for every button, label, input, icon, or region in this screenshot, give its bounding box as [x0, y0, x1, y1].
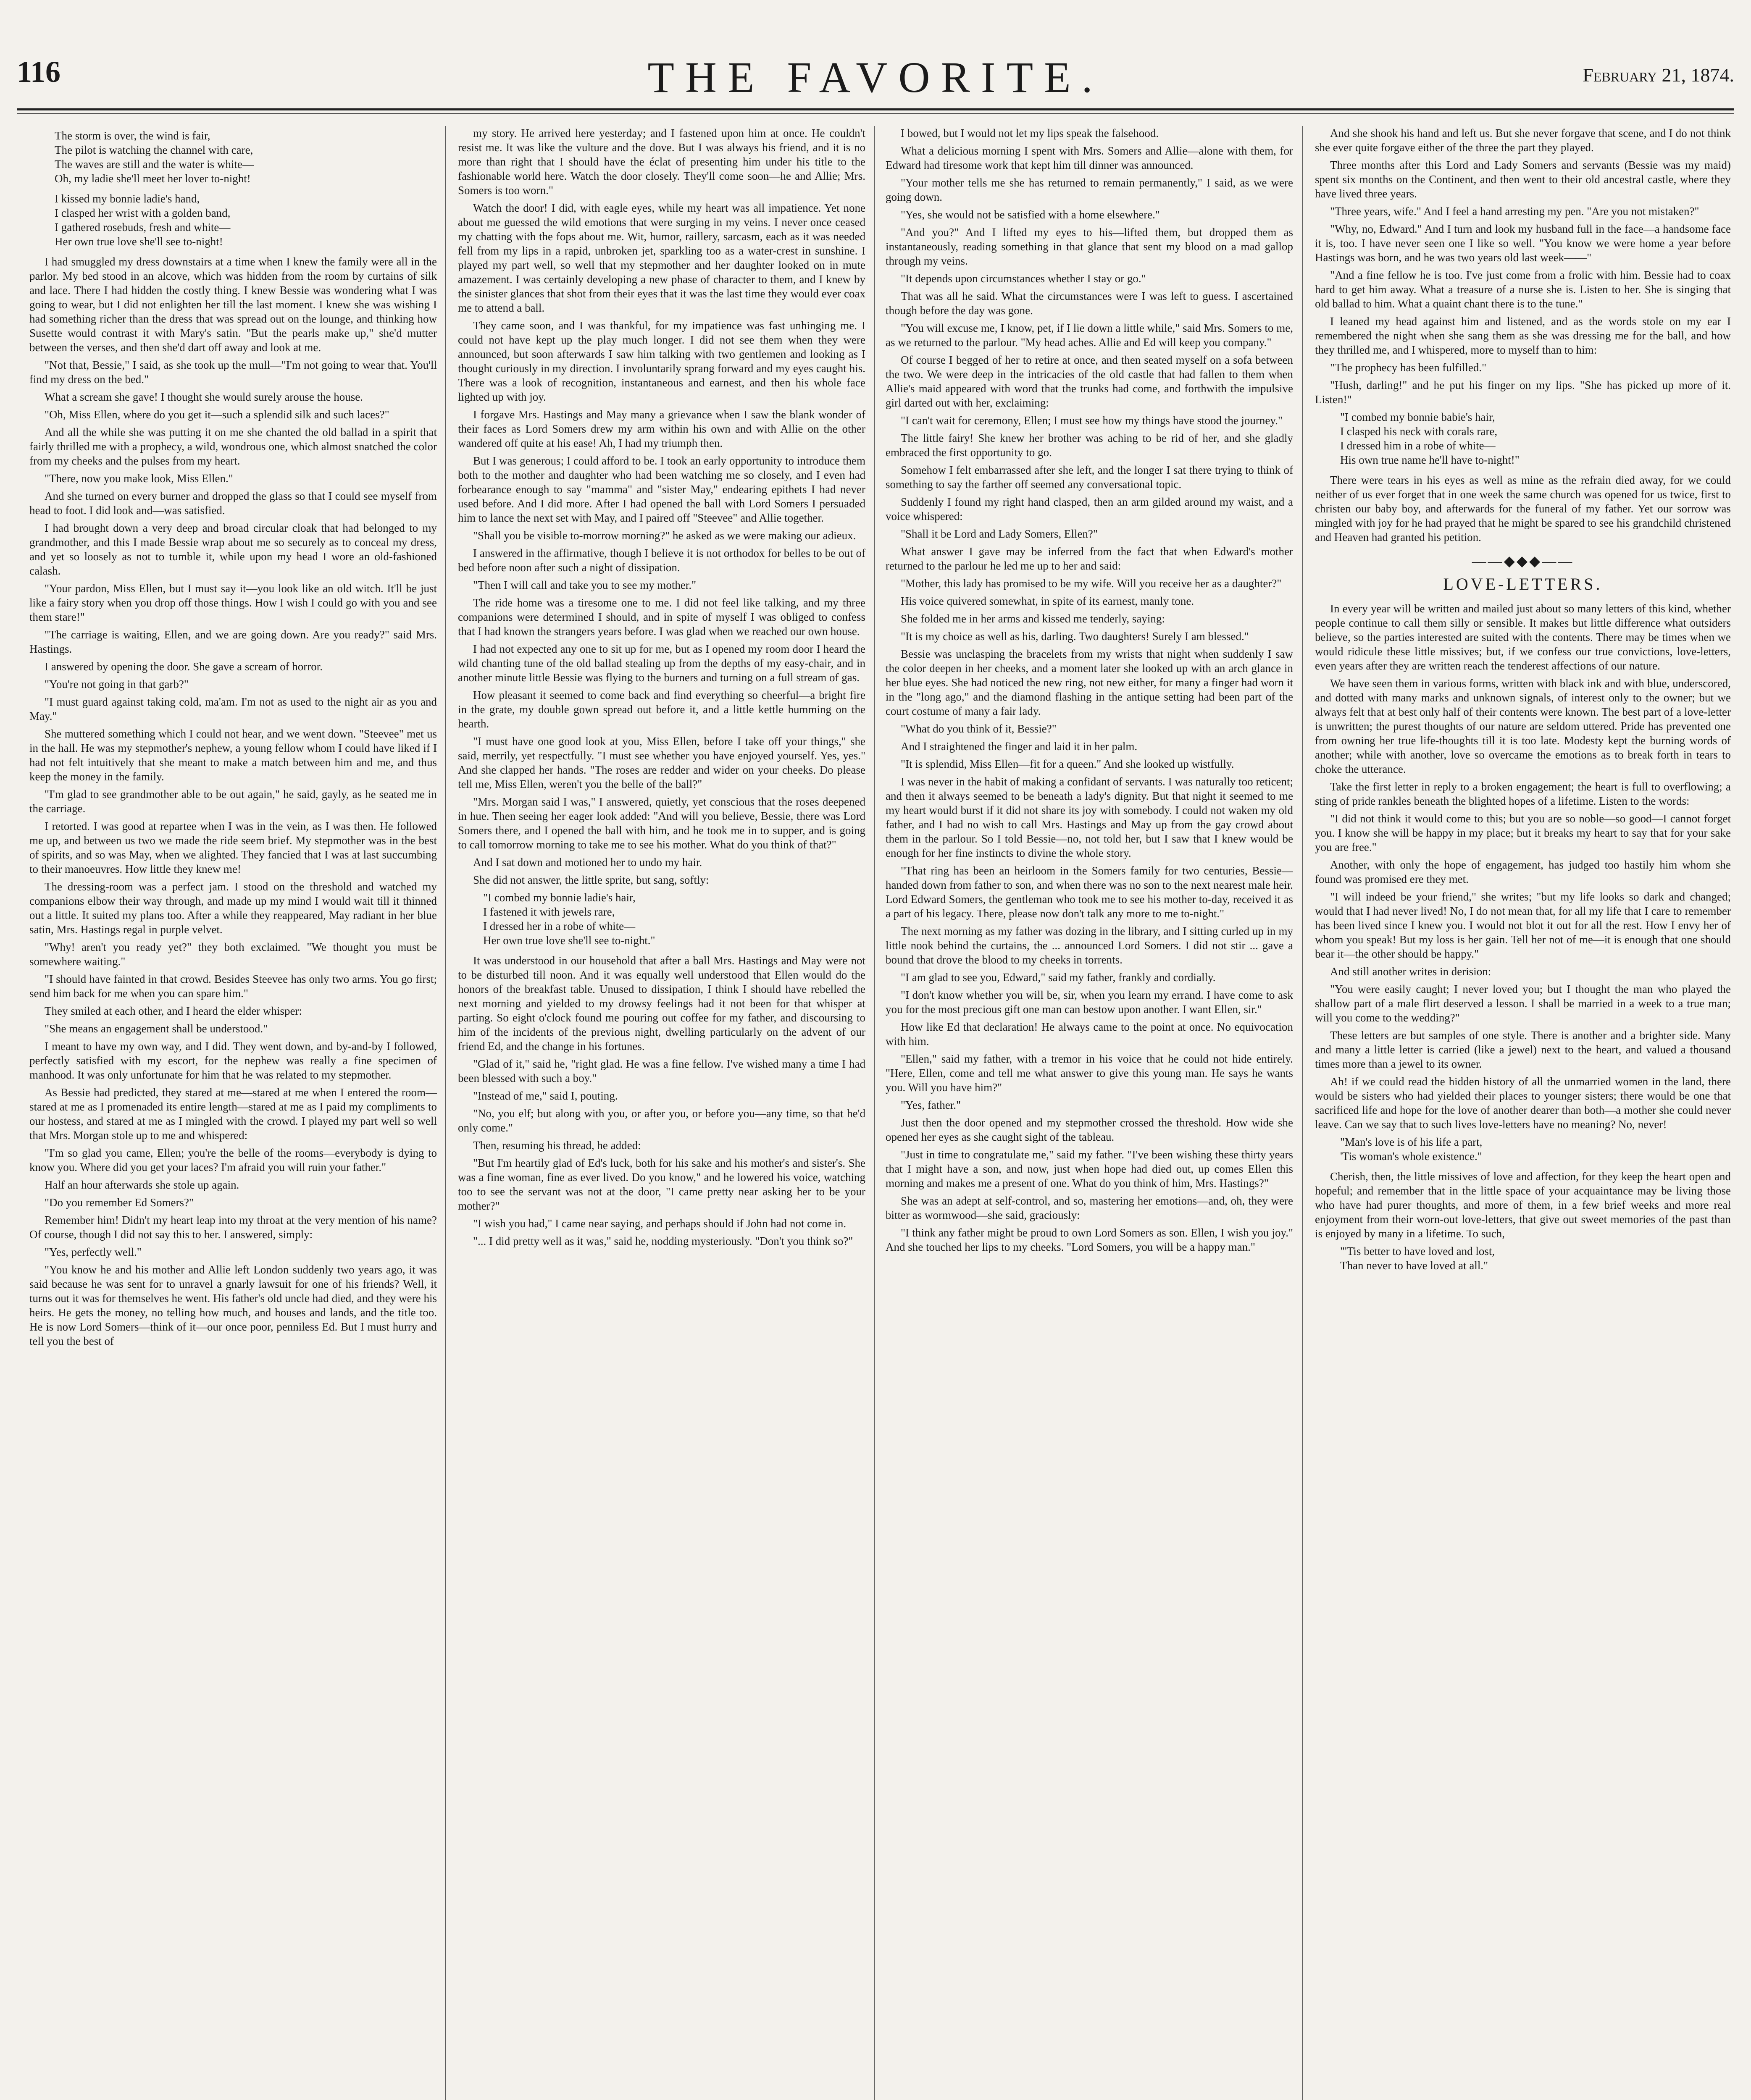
paragraph: How like Ed that declaration! He always came to the point at once. No equivocation with him.	[886, 1021, 1293, 1047]
paragraph: my story. He arrived here yesterday; and I fastened upon him at once. He couldn't resist me. It was like the vulture and the dove. But I was always his friend, and it is no more than right that I should have the éclat of presenting him under his title to the fashionable world here. Watch the door closely. They'll come soon—he and Allie; Mrs. Somers is too worn."	[458, 127, 865, 197]
paragraph: "I can't wait for ceremony, Ellen; I must see how my things have stood the journey."	[901, 414, 1283, 427]
verse-line: I clasped her wrist with a golden band,	[55, 207, 231, 219]
paragraph: She did not answer, the little sprite, but sang, softly:	[473, 874, 709, 886]
paragraph: "You know he and his mother and Allie left London suddenly two years ago, it was said because he was sent for to unravel a gnarly lawsuit for one of his friends? Well, it turns out it was for themselves he went. His father's old uncle had died, and they were his heirs. He gets the money, no telling how much, and houses and lands, and the title too. He is now Lord Somers—think of it—our once poor, penniless Ed. But I must hurry and tell you the best of	[29, 1263, 437, 1347]
paragraph: And I sat down and motioned her to undo my hair.	[473, 856, 702, 869]
header-rule-thin	[17, 113, 1734, 114]
issue-date: February 21, 1874.	[1583, 64, 1734, 86]
paragraph: "Mother, this lady has promised to be my wife. Will you receive her as a daughter?"	[901, 577, 1282, 590]
paragraph: "What do you think of it, Bessie?"	[901, 722, 1057, 735]
paragraph: How pleasant it seemed to come back and find everything so cheerful—a bright fire in the grate, my double gown spread out before it, and a little kettle humming on the hearth.	[458, 689, 865, 730]
paragraph: "Instead of me," said I, pouting.	[473, 1089, 618, 1102]
paragraph: "I did not think it would come to this; but you are so noble—so good—I cannot forget you. I know she will be happy in my place; but it breaks my heart to say that for your sake you are free."	[1315, 812, 1731, 853]
verse-line: I kissed my bonnie ladie's hand,	[55, 192, 200, 205]
story-text	[1315, 473, 1731, 544]
paragraph: "Hush, darling!" and he put his finger on my lips. "She has picked up more of it. Listen!"	[1315, 379, 1731, 406]
paragraph: "I will indeed be your friend," she writes; "but my life looks so dark and changed; would that I had never lived! No, I do not mean that, for all my life that I care to remember has been lived since I knew you. I would not blot it out for all the rest. How I envy her of whom you speak! But my loss is her gain. Tell her not of me—it is enough that one should bear it—the other should be happy."	[1315, 890, 1731, 960]
paragraph: Somehow I felt embarrassed after she left, and the longer I sat there trying to think of something to say the farther off seemed any conversational topic.	[886, 464, 1293, 491]
paragraph: That was all he said. What the circumstances were I was left to guess. I ascertained though before the day was gone.	[886, 290, 1293, 317]
paragraph: "Glad of it," said he, "right glad. He was a fine fellow. I've wished many a time I had been blessed with such a boy."	[458, 1058, 865, 1084]
paragraph: "But I'm heartily glad of Ed's luck, both for his sake and his mother's and sister's. She was a fine woman, fine as ever lived. Do you know," and he lowered his voice, watching too to see the servant was not at the door, "I came pretty near asking her to be your mother?"	[458, 1157, 865, 1212]
paragraph: "That ring has been an heirloom in the Somers family for two centuries, Bessie—handed down from father to son, and when there was no son to the next nearest male heir. Lord Edward Somers, the gentleman who took me to see his mother to-day, received it as a part of his legacy. There, please now don't talk any more to me to-night."	[886, 864, 1293, 920]
paragraph: "Your pardon, Miss Ellen, but I must say it—you look like an old witch. It'll be just like a fairy story when you drop off those things. How I wish I could go with you and see them stare!"	[29, 582, 437, 623]
paragraph: What a scream she gave! I thought she would surely arouse the house.	[45, 391, 363, 403]
paragraph: "She means an engagement shall be understood."	[45, 1022, 268, 1035]
paragraph: And she turned on every burner and dropped the glass so that I could see myself from head to foot. I did look and—was satisfied.	[29, 490, 437, 517]
story-text	[1315, 126, 1731, 407]
paragraph: "Oh, Miss Ellen, where do you get it—such a splendid silk and such laces?"	[45, 408, 389, 421]
paragraph: "You were easily caught; I never loved you; but I thought the man who played the shallow part of a male flirt deserved a lesson. I shall be married in a week to a true man; will you come to the wedding?"	[1315, 983, 1731, 1024]
paragraph: "And a fine fellow he is too. I've just come from a frolic with him. Bessie had to coax hard to get him away. What a treasure of a nurse she is. Listen to her. She is singing that old ballad to him. What a quaint chant there is to the tune."	[1315, 269, 1731, 310]
verse-line: Her own true love she'll see to-night!	[55, 235, 223, 248]
paragraph: "Not that, Bessie," I said, as she took up the mull—"I'm not going to wear that. You'll find my dress on the bed."	[29, 359, 437, 386]
story-text	[458, 953, 865, 1248]
poem-stanza	[1340, 410, 1731, 467]
poem-stanza	[55, 129, 437, 186]
paragraph: "There, now you make look, Miss Ellen."	[45, 472, 233, 485]
paragraph: The dressing-room was a perfect jam. I stood on the threshold and watched my companions elbow their way through, and made up my mind I would wait till it thinned out a little. It suited my plans too. After a while they reappeared, May radiant in her blue satin, Mrs. Hastings regal in purple velvet.	[29, 880, 437, 936]
paragraph: "Shall you be visible to-morrow morning?" he asked as we were making our adieux.	[473, 529, 856, 542]
article-text	[1315, 1169, 1731, 1241]
paragraph: "The prophecy has been fulfilled."	[1330, 361, 1487, 374]
page-title: THE FAVORITE.	[647, 53, 1104, 102]
paragraph: "... I did pretty well as it was," said he, nodding mysteriously. "Don't you think so?"	[473, 1235, 853, 1247]
paragraph: They smiled at each other, and I heard the elder whisper:	[45, 1005, 302, 1017]
paragraph: The next morning as my father was dozing in the library, and I sitting curled up in my little nook behind the curtains, the ... announced Lord Somers. I did not stir ... gave a bound that drove the blood to my cheeks in torrents.	[886, 925, 1293, 966]
verse-line: His own true name he'll have to-night!"	[1340, 454, 1520, 466]
column-2	[458, 126, 865, 2100]
paragraph: "Why! aren't you ready yet?" they both exclaimed. "We thought you must be somewhere waiting."	[29, 941, 437, 968]
paragraph: And I straightened the finger and laid it in her palm.	[901, 740, 1138, 753]
paragraph: Half an hour afterwards she stole up again.	[45, 1179, 239, 1191]
quotation-verse	[1340, 1244, 1731, 1273]
paragraph: They came soon, and I was thankful, for my impatience was fast unhinging me. I could not have kept up the play much longer. I did not see them when they were announced, but soon afterwards I saw him talking with two gentlemen and looking as I thought curiously in my direction. I involuntarily sprang forward and my eyes caught his. There was a look of recognition, instantaneous and earnest, and then his whole face lighted up with joy.	[458, 319, 865, 403]
paragraph: "I think any father might be proud to own Lord Somers as son. Ellen, I wish you joy." And she touched her lips to my cheeks. "Lord Somers, you will be a happy man."	[886, 1226, 1293, 1253]
verse-line: I clasped his neck with corals rare,	[1340, 425, 1498, 438]
paragraph: I had smuggled my dress downstairs at a time when I knew the family were all in the parlor. My bed stood in an alcove, which was hidden from the room by curtains of silk and lace. There I had hidden the costly thing. I knew Bessie was wondering what I was going to wear, but I did not enlighten her till the last moment. I knew she was wishing I had something richer than the dress that was spread out on the lounge, and thinking how Susette would contrast it with Mary's satin. "But the pearls make up," she'd mutter between the verses, and then she'd dart off away and look at me.	[29, 255, 437, 354]
paragraph: "I am glad to see you, Edward," said my father, frankly and cordially.	[901, 971, 1216, 984]
paragraph: "It depends upon circumstances whether I stay or go."	[901, 272, 1146, 285]
verse-line: I fastened it with jewels rare,	[483, 906, 615, 918]
paragraph: What a delicious morning I spent with Mrs. Somers and Allie—alone with them, for Edward had tiresome work that kept him till dinner was announced.	[886, 144, 1293, 171]
paragraph: "It is my choice as well as his, darling. Two daughters! Surely I am blessed."	[901, 630, 1249, 643]
paragraph: Three months after this Lord and Lady Somers and servants (Bessie was my maid) spent six months on the Continent, and then went to their old ancestral castle, where they have lived three years.	[1315, 159, 1731, 200]
quotation-verse	[1340, 1135, 1731, 1163]
verse-line: The waves are still and the water is white—	[55, 158, 254, 171]
paragraph: Watch the door! I did, with eagle eyes, while my heart was all impatience. Yet none about me guessed the wild emotions that were surging in my veins. I never once ceased my chatting with the fops about me. Wit, humor, raillery, sarcasm, each as it was needed fell from my lips in a rapid, unbroken jet, sparkling too as a water-crest in sunshine. I played my part well, so well that my stepmother and her daughter looked on in mute amazement. I was certainly developing a new phase of character to them, and I knew by the sinister glances that shot from their eyes that it was the last time they would ever coax me to attend a ball.	[458, 202, 865, 314]
paragraph: She was an adept at self-control, and so, mastering her emotions—and, oh, they were bitter as wormwood—she said, graciously:	[886, 1194, 1293, 1221]
paragraph: She folded me in her arms and kissed me tenderly, saying:	[901, 612, 1165, 625]
paragraph: "Shall it be Lord and Lady Somers, Ellen?"	[901, 528, 1098, 540]
paragraph: I was never in the habit of making a confidant of servants. I was naturally too reticent; and then it always seemed to be beneath a lady's dignity. But that night it seemed to me my heart would burst if it did not share its joy with somebody. I could not waken my old father, and I had no wish to call Mrs. Hastings and May up from the gay crowd about them in the parlour. So I told Bessie—no, not told her, but I saw that I knew would be enough for her fine instincts to divine the whole story.	[886, 775, 1293, 859]
paragraph: "I must have one good look at you, Miss Ellen, before I take off your things," she said, merrily, yet respectfully. "I must see whether you have enjoyed yourself. Yes, yes." And she clapped her hands. "The roses are redder and wider on your cheeks. Do please tell me, Miss Ellen, weren't you the belle of the ball?"	[458, 735, 865, 790]
paragraph: "And you?" And I lifted my eyes to his—lifted them, but dropped them as instantaneously, reading something in that glance that sent my blood on a mad gallop through my veins.	[886, 226, 1293, 267]
paragraph: I had brought down a very deep and broad circular cloak that had belonged to my grandmother, and this I made Bessie wrap about me so securely as to conceal my dress, and yet so loosely as not to tumble it, while upon my head I wore an old-fashioned calash.	[29, 522, 437, 577]
paragraph: I retorted. I was good at repartee when I was in the vein, as I was then. He followed me up, and between us two we made the ride seem brief. My stepmother was in the best of spirits, and so was May, when we alighted. They fancied that I was at last succumbing to their manoeuvres. How little they knew me!	[29, 820, 437, 875]
column-divider	[874, 126, 875, 2100]
paragraph: Take the first letter in reply to a broken engagement; the heart is full to overflowing; a sting of pride rankles beneath the blighted hopes of a lifetime. Listen to the words:	[1315, 780, 1731, 807]
paragraph: I forgave Mrs. Hastings and May many a grievance when I saw the blank wonder of their faces as Lord Somers drew my arm within his own and with Allie on the other wandered off quite at his ease! Ah, I had my triumph then.	[458, 408, 865, 449]
paragraph: "I'm glad to see grandmother able to be out again," he said, gayly, as he seated me in the carriage.	[29, 788, 437, 815]
paragraph: These letters are but samples of one style. There is another and a brighter side. Many and many a little letter is carried (like a jewel) next to the heart, and valued a thousand times more than a jewel to its owner.	[1315, 1029, 1731, 1070]
paragraph: The little fairy! She knew her brother was aching to be rid of her, and she gladly embraced the first opportunity to go.	[886, 432, 1293, 459]
column-4	[1315, 126, 1731, 2100]
paragraph: "Do you remember Ed Somers?"	[45, 1196, 194, 1209]
paragraph: "Yes, father."	[901, 1099, 961, 1111]
paragraph: Bessie was unclasping the bracelets from my wrists that night when suddenly I saw the color deepen in her cheeks, and a moment later she looked up with an arch glance in her blue eyes. She had noticed the new ring, not new either, for many a finger had worn it in the "long ago," and the diamond flashing in the antique setting had been part of the court costume of many a fair lady.	[886, 648, 1293, 717]
verse-line: "I combed my bonnie ladie's hair,	[483, 891, 636, 904]
column-1	[29, 126, 437, 2100]
paragraph: I answered in the affirmative, though I believe it is not orthodox for belles to be out of bed before noon after such a night of dissipation.	[458, 547, 865, 574]
paragraph: "Then I will call and take you to see my mother."	[473, 579, 697, 591]
paragraph: I bowed, but I would not let my lips speak the falsehood.	[901, 127, 1159, 139]
story-text	[886, 126, 1293, 1254]
paragraph: "Yes, perfectly well."	[45, 1246, 142, 1258]
paragraph: "You will excuse me, I know, pet, if I lie down a little while," said Mrs. Somers to me, as we returned to the parlour. "My head aches. Allie and Ed will keep you company."	[886, 322, 1293, 349]
paragraph: "The carriage is waiting, Ellen, and we are going down. Are you ready?" said Mrs. Hastings.	[29, 628, 437, 655]
paragraph: There were tears in his eyes as well as mine as the refrain died away, for we could neither of us ever forget that in one week the same church was opened for us twice, first to christen our baby boy, and afterwards for the funeral of my father. Yet our sorrow was mingled with joy for he had prayed that he might be spared to see his grandchild christened and Heaven had granted his petition.	[1315, 474, 1731, 543]
verse-line: I dressed him in a robe of white—	[1340, 439, 1496, 452]
paragraph: Suddenly I found my right hand clasped, then an arm gilded around my waist, and a voice whispered:	[886, 496, 1293, 522]
verse-line: I dressed her in a robe of white—	[483, 920, 636, 932]
section-heading: LOVE-LETTERS.	[1443, 575, 1603, 593]
paragraph: "Three years, wife." And I feel a hand arresting my pen. "Are you not mistaken?"	[1330, 205, 1699, 218]
paragraph: Just then the door opened and my stepmother crossed the threshold. How wide she opened her eyes as she caught sight of the tableau.	[886, 1116, 1293, 1143]
paragraph: Cherish, then, the little missives of love and affection, for they keep the heart open and hopeful; and remember that in the little space of your acquaintance may be living those who have had purer thoughts, and more of them, in a few brief weeks and more real enjoyment from their worn-out love-letters, that give out sweet memories of the past than is enjoyed by many in a lifetime. To such,	[1315, 1170, 1731, 1240]
page-number: 116	[17, 55, 61, 89]
paragraph: "I wish you had," I came near saying, and perhaps should if John had not come in.	[473, 1217, 847, 1230]
paragraph: Another, with only the hope of engagement, has judged too hastily him whom she found was promised ere they met.	[1315, 858, 1731, 885]
paragraph: As Bessie had predicted, they stared at me—stared at me when I entered the room—stared at me as I promenaded its entire length—stared at me as I paid my compliments to our hostess, and stared at me as I mingled with the crowd. I played my part well so well that Mrs. Morgan stole up to me and whispered:	[29, 1086, 437, 1142]
paragraph: What answer I gave may be inferred from the fact that when Edward's mother returned to the parlour he led me up to her and said:	[886, 545, 1293, 572]
verse-line: 'Tis woman's whole existence."	[1340, 1150, 1482, 1163]
column-divider	[1302, 126, 1303, 2100]
paragraph: In every year will be written and mailed just about so many letters of this kind, whether people continue to call them silly or sensible. It makes but little difference what outsiders believe, so the parties interested are suited with the contents. There may be times when we would ridicule these little missives; but, if we confess our true convictions, love-letters, even years after they are written reach the tenderest affections of our nature.	[1315, 602, 1731, 672]
paragraph: And she shook his hand and left us. But she never forgave that scene, and I do not think she ever quite forgave either of the three the part they played.	[1315, 127, 1731, 154]
column-3	[886, 126, 1293, 2100]
paragraph: "Ellen," said my father, with a tremor in his voice that he could not hide entirely. "Here, Ellen, come and tell me what answer to give this young man. He says he wants you. Will you have him?"	[886, 1053, 1293, 1094]
story-text	[458, 126, 865, 887]
verse-line: The pilot is watching the channel with care,	[55, 144, 253, 156]
paragraph: "Just in time to congratulate me," said my father. "I've been wishing these thirty years that I might have a son, and now, just when hope had died out, up comes Ellen this morning and makes me a present of one. What do you think of him, Mrs. Hastings?"	[886, 1148, 1293, 1189]
article-text	[1315, 601, 1731, 1131]
paragraph: Then, resuming his thread, he added:	[473, 1139, 641, 1152]
story-text	[29, 255, 437, 1348]
paragraph: And still another writes in derision:	[1330, 965, 1491, 978]
paragraph: "It is splendid, Miss Ellen—fit for a queen." And she looked up wistfully.	[901, 758, 1234, 770]
paragraph: "No, you elf; but along with you, or after you, or before you—any time, so that he'd only come."	[458, 1107, 865, 1134]
paragraph: "I'm so glad you came, Ellen; you're the belle of the rooms—everybody is dying to know you. Where did you get your laces? I'm afraid you will ruin your father."	[29, 1147, 437, 1173]
paragraph: Of course I begged of her to retire at once, and then seated myself on a sofa between the two. We were deep in the intricacies of the old castle that had fallen to them when Allie's maid appeared with word that the trunks had come, and forthwith the impulsive girl darted out with her, exclaiming:	[886, 354, 1293, 409]
paragraph: I answered by opening the door. She gave a scream of horror.	[45, 660, 323, 673]
paragraph: "Your mother tells me she has returned to remain permanently," I said, as we were going down.	[886, 176, 1293, 203]
paragraph: I leaned my head against him and listened, and as the words stole on my ear I remembered the night when she sang them as she was dressing me for the ball, and how they thrilled me, and I whispered, more to myself than to him:	[1315, 315, 1731, 356]
paragraph: "Yes, she would not be satisfied with a home elsewhere."	[901, 208, 1160, 221]
paragraph: "I should have fainted in that crowd. Besides Steevee has only two arms. You go first; send him back for me when you can spare him."	[29, 973, 437, 1000]
verse-line: The storm is over, the wind is fair,	[55, 129, 210, 142]
paragraph: "You're not going in that garb?"	[45, 678, 189, 690]
paragraph: "I must guard against taking cold, ma'am. I'm not as used to the night air as you and May."	[29, 696, 437, 722]
paragraph: "Why, no, Edward." And I turn and look my husband full in the face—a handsome face it is, too. I have never seen one I like so well. "You know we were home a year before Hastings was born, and he was two years old last week——"	[1315, 223, 1731, 264]
paragraph: And all the while she was putting it on me she chanted the old ballad in a spirit that fairly thrilled me with a prophecy, a wild, wondrous one, which almost snatched the color from my cheeks and the pulses from my heart.	[29, 426, 437, 467]
paragraph: "I don't know whether you will be, sir, when you learn my errand. I have come to ask you for the most precious gift one man can bestow upon another. I want Ellen, sir."	[886, 989, 1293, 1016]
header-rule	[17, 108, 1734, 110]
verse-line: Oh, my ladie she'll meet her lover to-night!	[55, 172, 251, 185]
paragraph: Remember him! Didn't my heart leap into my throat at the very mention of his name? Of course, though I did not say this to her. I answered, simply:	[29, 1214, 437, 1241]
verse-line: Her own true love she'll see to-night."	[483, 934, 655, 947]
poem-stanza	[483, 890, 865, 948]
paragraph: I had not expected any one to sit up for me, but as I opened my room door I heard the wild chanting tune of the old ballad stealing up from the depths of my easy-chair, and in another minute little Bessie was flying to the burners and turning on a full stream of gas.	[458, 643, 865, 684]
section-divider-ornament: ——◆◆◆——	[1472, 554, 1574, 569]
verse-line: I gathered rosebuds, fresh and white—	[55, 221, 231, 234]
paragraph: She muttered something which I could not hear, and we went down. "Steevee" met us in the hall. He was my stepmother's nephew, a young fellow whom I could have liked if I had not felt intuitively that she meant to make a match between him and me, and thus keep the money in the family.	[29, 727, 437, 783]
poem-stanza	[55, 192, 437, 249]
paragraph: His voice quivered somewhat, in spite of its earnest, manly tone.	[901, 595, 1194, 607]
verse-line: "I combed my bonnie babie's hair,	[1340, 411, 1495, 423]
paragraph: Ah! if we could read the hidden history of all the unmarried women in the land, there would be sisters who had yielded their places to younger sisters; there would be one that sacrificed life and hope for the love of another dearer than both—a mother she could never leave. Can we say that to such lives love-letters have no meaning? No, never!	[1315, 1075, 1731, 1131]
verse-line: Than never to have loved at all."	[1340, 1259, 1488, 1272]
paragraph: "Mrs. Morgan said I was," I answered, quietly, yet conscious that the roses deepened in hue. Then seeing her eager look added: "And will you believe, Bessie, there was Lord Somers there, and I opened the ball with him, and he took me in to supper, and is going to call tomorrow morning to take me to see his mother. What do you think of that?"	[458, 795, 865, 851]
verse-line: "'Tis better to have loved and lost,	[1340, 1245, 1495, 1257]
paragraph: I meant to have my own way, and I did. They went down, and by-and-by I followed, perfectly satisfied with my escort, for the nephew was really a fine specimen of manhood. It was only unfortunate for him that he was related to my stepmother.	[29, 1040, 437, 1081]
paragraph: We have seen them in various forms, written with black ink and with blue, underscored, and dotted with many marks and unknown signals, of interest only to the owner; but we always felt that at best only half of their contents were known. The best part of a love-letter is unwritten; the purest thoughts of our nature are seldom uttered. Pride has prevented one from owning her true life-thoughts till it is too late. Modesty kept the burning words of another; while with another, love so overcame the emotions as to break forth in tears to choke the utterance.	[1315, 677, 1731, 775]
column-divider	[445, 126, 446, 2100]
masthead	[17, 50, 1734, 118]
paragraph: It was understood in our household that after a ball Mrs. Hastings and May were not to be disturbed till noon. And it was equally well understood that Ellen would do the honors of the breakfast table. Unused to dissipation, I think I should have rebelled the next morning and yielded to my drowsy feelings had it not been for that whisper at parting. So eight o'clock found me pouring out coffee for my father, and discoursing to him of the incidents of the previous night, dwelling particularly on the advent of our friend Ed, and the change in his fortunes.	[458, 954, 865, 1053]
paragraph: The ride home was a tiresome one to me. I did not feel like talking, and my three companions were determined I should, and in spite of myself I was obliged to confess that I had known the strangers years before. I was glad when we reached our own house.	[458, 596, 865, 638]
verse-line: "Man's love is of his life a part,	[1340, 1136, 1483, 1148]
paragraph: But I was generous; I could afford to be. I took an early opportunity to introduce them both to the mother and daughter who had been watching me so closely, and I even had forbearance enough to say "mamma" and "sister May," endearing epithets I had never used before. And I did more. After I had opened the ball with Lord Somers I persuaded him to lance the next set with May, and I paired off "Steevee" and Allie together.	[458, 454, 865, 524]
